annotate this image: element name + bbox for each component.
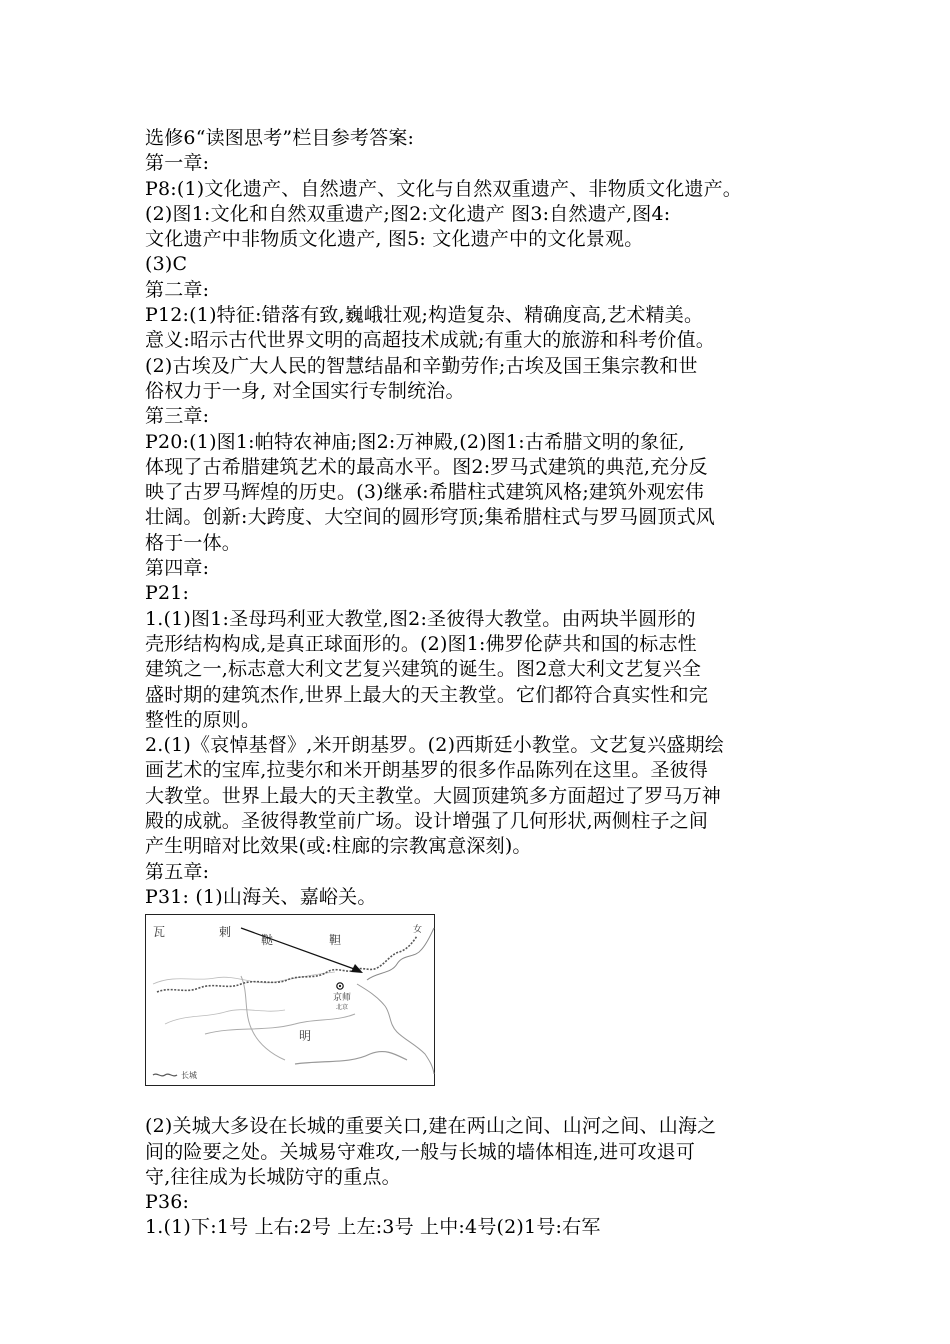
text-line: 文化遗产中非物质文化遗产, 图5: 文化遗产中的文化景观。 [145, 228, 644, 251]
text-line: 壮阔。创新:大跨度、大空间的圆形穹顶;集希腊柱式与罗马圆顶式风 [145, 506, 716, 529]
text-line: 画艺术的宝库,拉斐尔和米开朗基罗的很多作品陈列在这里。圣彼得 [145, 759, 709, 782]
map-label-capital: 京师 [333, 993, 352, 1004]
text-line: P21: [145, 582, 190, 605]
text-line: 间的险要之处。关城易守难攻,一般与长城的墙体相连,进可攻退可 [145, 1140, 696, 1163]
text-line: (3)C [145, 253, 188, 276]
text-line: 格于一体。 [145, 531, 242, 554]
text-line: 俗权力于一身, 对全国实行专制统治。 [145, 379, 465, 402]
doc-title: 选修6“读图思考”栏目参考答案: [145, 127, 415, 149]
text-line: (2)图1:文化和自然双重遗产;图2:文化遗产 图3:自然遗产,图4: [145, 202, 671, 225]
chapter-5-heading: 第五章: [145, 860, 210, 883]
text-line: 体现了古希腊建筑艺术的最高水平。图2:罗马式建筑的典范,充分反 [145, 455, 708, 478]
text-line: 整性的原则。 [145, 708, 261, 731]
text-line: P20:(1)图1:帕特农神庙;图2:万神殿,(2)图1:古希腊文明的象征, [145, 430, 685, 453]
text-line: P8:(1)文化遗产、自然遗产、文化与自然双重遗产、非物质文化遗产。 [145, 177, 742, 200]
text-line: 1.(1)下:1号 上右:2号 上左:3号 上中:4号(2)1号:右军 [145, 1216, 601, 1239]
text-line: 2.(1)《哀悼基督》,米开朗基罗。(2)西斯廷小教堂。文艺复兴盛期绘 [145, 734, 724, 757]
chapter-4-heading: 第四章: [145, 557, 210, 580]
text-line: (2)关城大多设在长城的重要关口,建在两山之间、山河之间、山海之 [145, 1115, 717, 1138]
chapter-2-heading: 第二章: [145, 278, 210, 301]
text-line: 大教堂。世界上最大的天主教堂。大圆顶建筑多方面超过了罗马万神 [145, 784, 722, 807]
chapter-3-heading: 第三章: [145, 405, 210, 428]
map-label-ming: 明 [299, 1029, 312, 1044]
map-label-dan: 靼 [329, 933, 342, 948]
text-line: 产生明暗对比效果(或:柱廊的宗教寓意深刻)。 [145, 835, 532, 858]
answer-document [145, 126, 825, 1241]
text-line: 建筑之一,标志意大利文艺复兴建筑的诞生。图2意大利文艺复兴全 [145, 658, 702, 681]
map-label-capital-sub: 北京 [336, 1004, 349, 1012]
map-label-ta: 鞑 [261, 933, 274, 948]
map-label-wala: 瓦 [153, 925, 166, 940]
text-line: P12:(1)特征:错落有致,巍峨壮观;构造复杂、精确度高,艺术精美。 [145, 304, 704, 327]
text-block-top [145, 126, 825, 910]
text-line: 盛时期的建筑杰作,世界上最大的天主教堂。它们都符合真实性和完 [145, 683, 709, 706]
map-label-nv: 女 [413, 925, 423, 936]
text-line: 殿的成就。圣彼得教堂前广场。设计增强了几何形状,两侧柱子之间 [145, 810, 709, 833]
chapter-1-heading: 第一章: [145, 152, 210, 175]
text-line: 意义:昭示古代世界文明的高超技术成就;有重大的旅游和科考价值。 [145, 329, 716, 352]
map-label-la: 剌 [219, 925, 232, 940]
text-block-bottom [145, 1114, 825, 1240]
text-line: (2)古埃及广大人民的智慧结晶和辛勤劳作;古埃及国王集宗教和世 [145, 354, 698, 377]
great-wall-map [145, 914, 435, 1086]
text-line: 1.(1)图1:圣母玛利亚大教堂,图2:圣彼得大教堂。由两块半圆形的 [145, 607, 696, 630]
text-line: 映了古罗马辉煌的历史。(3)继承:希腊柱式建筑风格;建筑外观宏伟 [145, 481, 705, 504]
text-line: 壳形结构构成,是真正球面形的。(2)图1:佛罗伦萨共和国的标志性 [145, 632, 697, 655]
text-line: 守,往往成为长城防守的重点。 [145, 1165, 401, 1188]
text-line: P31: (1)山海关、嘉峪关。 [145, 885, 377, 908]
text-line: P36: [145, 1191, 190, 1214]
map-legend-label: 长城 [181, 1071, 197, 1081]
